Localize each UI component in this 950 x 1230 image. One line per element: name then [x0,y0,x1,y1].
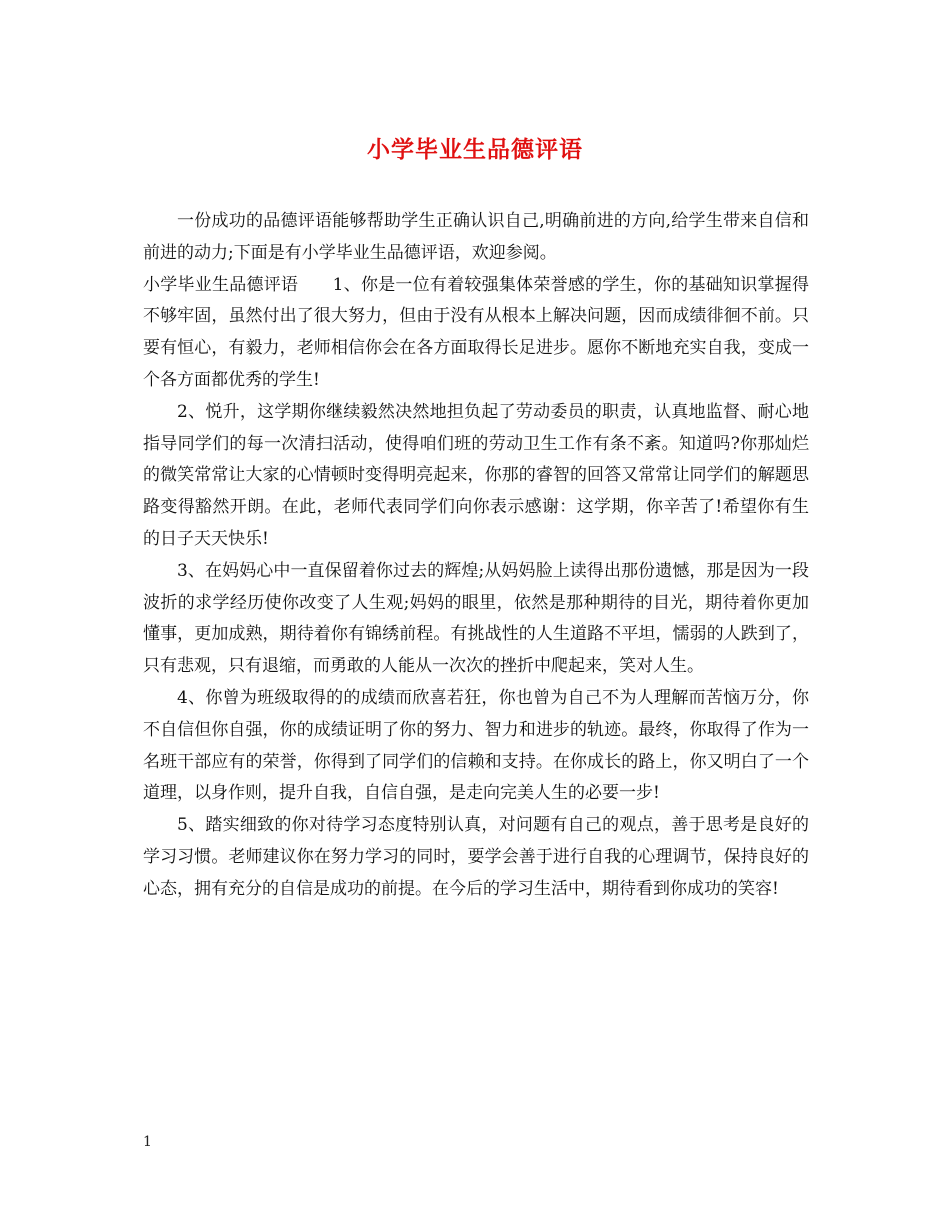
document-title: 小学毕业生品德评语 [367,136,583,163]
page-number: 1 [143,1134,152,1150]
intro-paragraph: 一份成功的品德评语能够帮助学生正确认识自己,明确前进的方向,给学生带来自信和前进的动力;下面是有小学毕业生品德评语，欢迎参阅。 [143,211,809,263]
comment-paragraph-4: 4、你曾为班级取得的的成绩而欣喜若狂，你也曾为自己不为人理解而苦恼万分，你不自信但你自强，你的成绩证明了你的努力、智力和进步的轨迹。最终，你取得了作为一名班干部应有的荣誉，你得到了同学们的信赖和支持。在你成长的路上，你又明白了一个道理，以身作则，提升自我，自信自强，是走向完美人生的必要一步! [143,687,809,804]
comment-paragraph-3: 3、在妈妈心中一直保留着你过去的辉煌;从妈妈脸上读得出那份遗憾，那是因为一段波折的求学经历使你改变了人生观;妈妈的眼里，依然是那种期待的目光，期待着你更加懂事，更加成熟，期待着你有锦绣前程。有挑战性的人生道路不平坦，懦弱的人跌到了，只有悲观，只有退缩，而勇敢的人能从一次次的挫折中爬起来，笑对人生。 [143,560,809,677]
document-body [143,206,809,906]
comment-paragraph-1: 小学毕业生品德评语 1、你是一位有着较强集体荣誉感的学生，你的基础知识掌握得不够牢固，虽然付出了很大努力，但由于没有从根本上解决问题，因而成绩徘徊不前。只要有恒心，有毅力，老师相信你会在各方面取得长足进步。愿你不断地充实自我，变成一个各方面都优秀的学生! [143,274,809,390]
comment-paragraph-2: 2、悦升，这学期你继续毅然决然地担负起了劳动委员的职责，认真地监督、耐心地指导同学们的每一次清扫活动，使得咱们班的劳动卫生工作有条不紊。知道吗?你那灿烂的微笑常常让大家的心情顿时变得明亮起来，你那的睿智的回答又常常让同学们的解题思路变得豁然开朗。在此，老师代表同学们向你表示感谢：这学期，你辛苦了!希望你有生的日子天天快乐! [143,401,809,549]
comment-paragraph-5: 5、踏实细致的你对待学习态度特别认真，对问题有自己的观点，善于思考是良好的学习习惯。老师建议你在努力学习的同时，要学会善于进行自我的心理调节，保持良好的心态，拥有充分的自信是成功的前提。在今后的学习生活中，期待看到你成功的笑容! [143,815,809,899]
